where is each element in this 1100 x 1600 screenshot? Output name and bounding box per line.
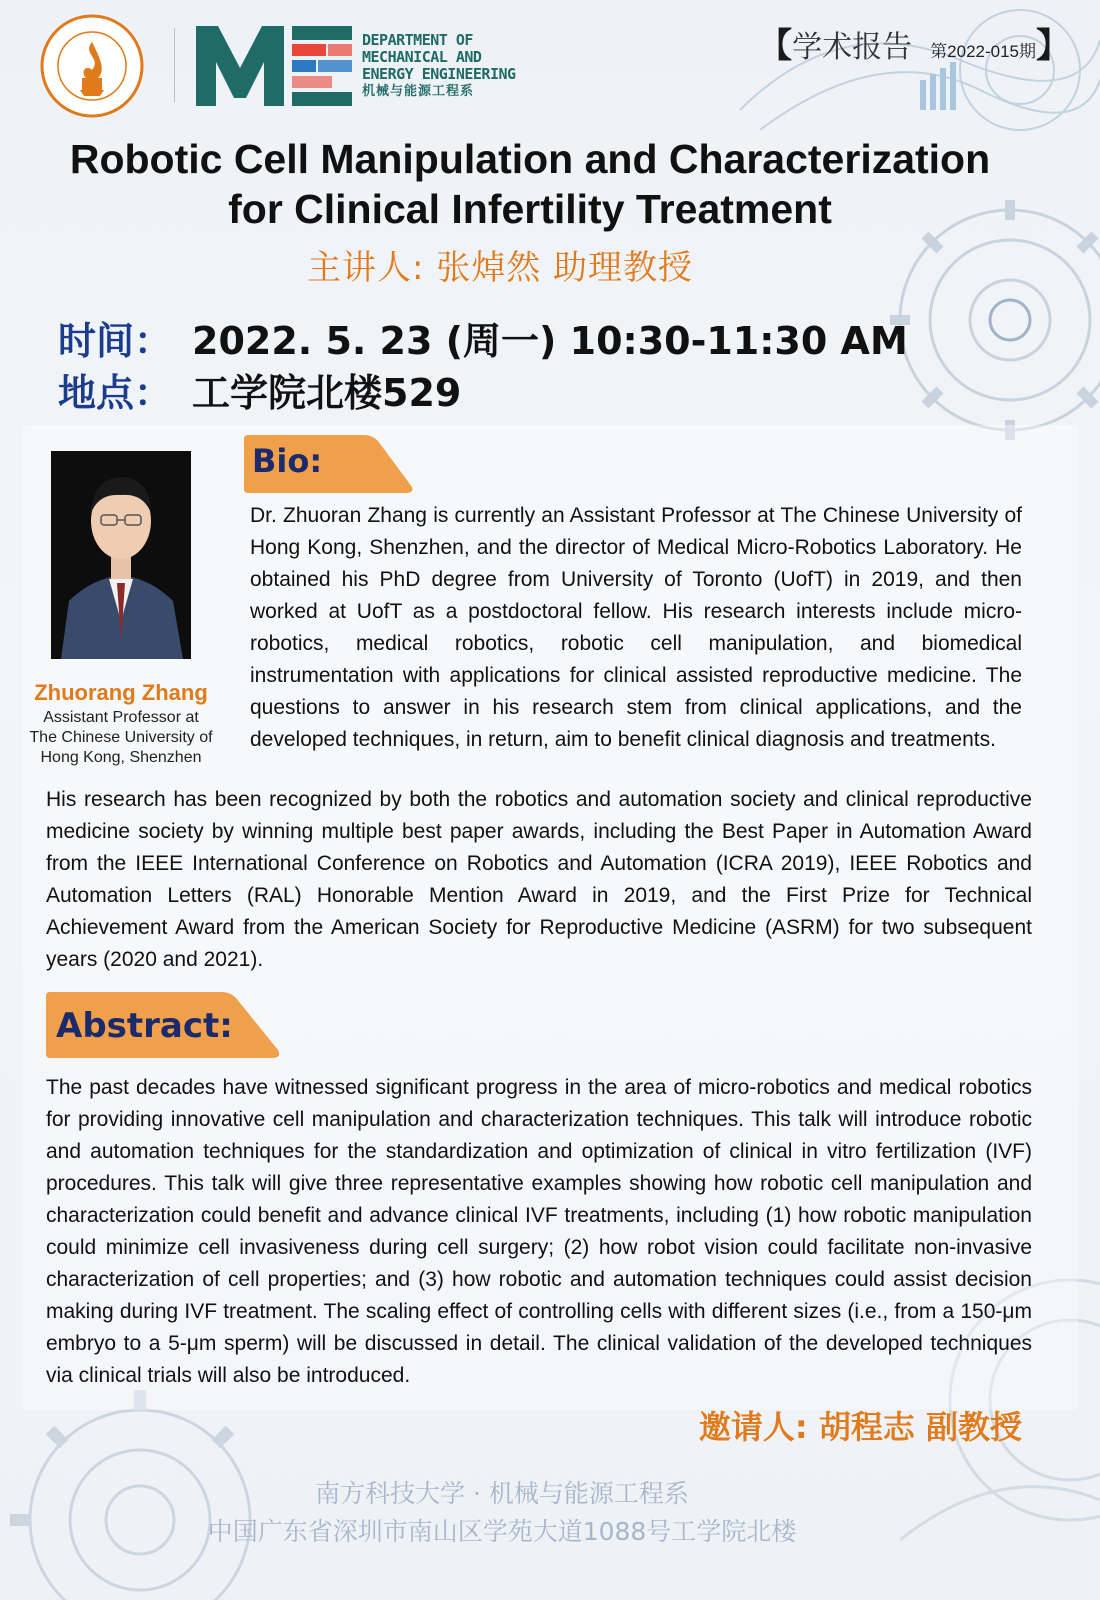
- affiliation-line-1: Assistant Professor at: [43, 709, 199, 726]
- speaker-line: 主讲人: 张焯然 助理教授: [306, 248, 694, 288]
- abstract-heading: Abstract:: [56, 1006, 233, 1046]
- place-row: [58, 362, 461, 417]
- bracket-close: 】: [1036, 27, 1070, 65]
- footer-line-1: 南方科技大学 · 机械与能源工程系: [315, 1479, 689, 1508]
- speaker-photo: [51, 451, 191, 659]
- department-name: [362, 32, 516, 100]
- inviter: 邀请人: 胡程志 副教授: [698, 1408, 1022, 1446]
- abstract-text: The past decades have witnessed significant progress in the area of micro-robotics and medical robotics for providing innovative cell manipulation and characterization techniques. This talk will introduce robotic and automation techniques for the standardization and optimization of clinical in vitro fertilization (IVF) procedures. This talk will give three representative examples showing how robotic cell manipulation and characterization could benefit and advance clinical IVF treatments, including (1) how robotic manipulation could minimize cell invasiveness during cell surgery; (2) how robot vision could facilitate non-invasive characterization of cell properties; and (3) how robotic and automation techniques could assist decision making during IVF treatment. The scaling effect of controlling cells with different sizes (i.e., from a 150-μm embryo to a 5-μm sperm) will be discussed in detail. The clinical validation of the developed techniques via clinical trials will also be introduced.: [46, 1076, 1032, 1387]
- title-line-1: Robotic Cell Manipulation and Characterization: [69, 136, 991, 182]
- header-divider: [174, 28, 175, 102]
- place-value: 工学院北楼529: [192, 371, 462, 415]
- affiliation-line-3: Hong Kong, Shenzhen: [40, 749, 202, 766]
- time-value: 2022. 5. 23 (周一) 10:30-11:30 AM: [192, 319, 908, 363]
- report-label: 学术报告: [792, 30, 913, 65]
- report-issue-number: 第2022-015期: [930, 42, 1036, 61]
- time-label: 时间：: [58, 319, 173, 363]
- title-line-2: for Clinical Infertility Treatment: [228, 186, 832, 232]
- university-seal-icon: [40, 14, 144, 118]
- footer-line-2: 中国广东省深圳市南山区学苑大道1088号工学院北楼: [207, 1517, 797, 1546]
- dept-chinese-name: 机械与能源工程系: [362, 84, 475, 99]
- bio-paragraph-1: Dr. Zhuoran Zhang is currently an Assistant Professor at The Chinese University of Hong Kong, Shenzhen, and the director of Medical Micro-Robotics Laboratory. He obtained his PhD degree from University of Toronto (UofT) in 2019, and then worked at UofT as a postdoctoral fellow. His research interests include micro-robotics, medical robotics, robotic cell manipulation, and biomedical instrumentation with applications for clinical assisted reproductive medicine. The questions to answer in his research stem from clinical applications, and the developed techniques, in return, aim to benefit clinical diagnosis and treatments.: [250, 504, 1022, 751]
- speaker-affiliation: [20, 708, 222, 768]
- dept-line-1: DEPARTMENT OF: [362, 31, 473, 49]
- report-tag: [758, 18, 1070, 67]
- affiliation-line-2: The Chinese University of: [29, 729, 213, 746]
- talk-title: [30, 134, 1030, 234]
- speaker-name: Zhuorang Zhang: [34, 680, 208, 705]
- me-department-logo: [196, 20, 356, 112]
- bio-paragraph-2: His research has been recognized by both the robotics and automation society and clinical reproductive medicine society by winning multiple best paper awards, including the Best Paper in Automation Award from the IEEE International Conference on Robotics and Automation (ICRA 2019), IEEE Robotics and Automation Letters (RAL) Honorable Mention Award in 2019, and the First Prize for Technical Achievement Award from the American Society for Reproductive Medicine (ASRM) for two subsequent years (2020 and 2021).: [46, 788, 1032, 971]
- dept-line-3: ENERGY ENGINEERING: [362, 65, 516, 83]
- bio-heading: Bio:: [252, 442, 323, 480]
- place-label: 地点：: [58, 371, 173, 415]
- bracket-open: 【: [758, 27, 793, 65]
- time-row: [58, 310, 908, 365]
- dept-line-2: MECHANICAL AND: [362, 48, 482, 66]
